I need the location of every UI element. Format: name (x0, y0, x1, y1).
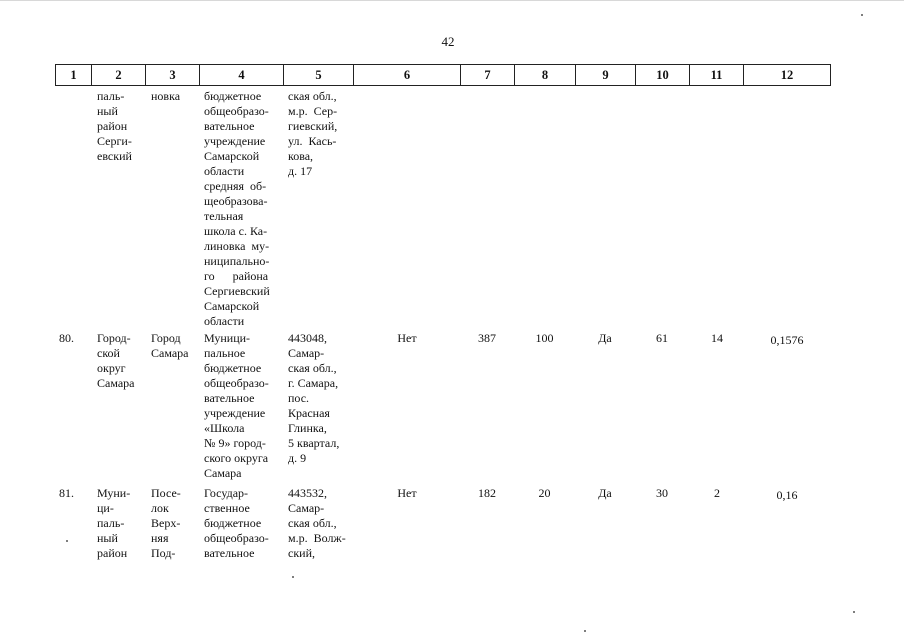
scan-speck (584, 630, 586, 632)
table-header-row (55, 64, 831, 86)
cell-col-7: 387 (478, 331, 496, 345)
cell-settlement: Город Самара (151, 331, 189, 360)
cell-settlement: новка (151, 89, 181, 103)
header-col-4: 4 (200, 65, 284, 85)
header-col-8: 8 (515, 65, 576, 85)
cell-col-8: 20 (538, 486, 551, 500)
cell-col-6: Нет (397, 331, 417, 345)
cell-col-11: 2 (714, 486, 720, 500)
cell-col-9: Да (598, 486, 612, 500)
cell-institution-name: Муници- пальное бюджетное общеобразо- вательное учреждение «Школа № 9» город- ского округа Самара (204, 331, 269, 480)
header-col-9: 9 (576, 65, 636, 85)
scan-speck (66, 540, 68, 542)
scan-speck (861, 14, 863, 16)
header-col-3: 3 (146, 65, 200, 85)
cell-col-8: 100 (535, 331, 554, 345)
cell-address: ская обл., м.р. Сер- гиевский, ул. Кась- кова, д. 17 (288, 89, 338, 178)
cell-institution-name: Государ- ственное бюджетное общеобразо- вательное (204, 486, 269, 560)
header-col-2: 2 (92, 65, 146, 85)
header-col-12: 12 (780, 67, 794, 82)
header-col-10: 10 (636, 65, 690, 85)
cell-municipality: паль- ный район Серги- евский (97, 89, 132, 163)
cell-address: 443532, Самар- ская обл., м.р. Волж- ский, (288, 486, 346, 560)
cell-municipality: Город- ской округ Самара (97, 331, 135, 390)
cell-col-10: 30 (656, 486, 668, 500)
cell-col-12: 0,1576 (770, 333, 804, 347)
cell-settlement: Посе- лок Верх- няя Под- (151, 486, 181, 560)
cell-col-9: Да (598, 331, 612, 345)
scan-speck (292, 576, 294, 578)
scan-speck (853, 611, 855, 613)
cell-col-6: Нет (397, 486, 417, 500)
cell-institution-name: бюджетное общеобразо- вательное учреждение Самарской области средняя об- щеобразова- тельная школа с. Ка- линовка му- ниципально- го района Сергиевский Самарской области (204, 89, 270, 328)
cell-col-7: 182 (478, 486, 496, 500)
header-col-11: 11 (690, 65, 744, 85)
cell-col-12: 0,16 (776, 488, 798, 502)
header-col-5: 5 (284, 65, 354, 85)
cell-row-number: 81. (59, 486, 74, 500)
cell-row-number: 80. (59, 331, 74, 345)
top-edge-line (0, 0, 904, 1)
page-number: 42 (441, 34, 455, 49)
header-col-1: 1 (56, 65, 92, 85)
header-col-7: 7 (461, 65, 515, 85)
header-col-6: 6 (354, 65, 461, 85)
cell-col-10: 61 (656, 331, 668, 345)
cell-address: 443048, Самар- ская обл., г. Самара, пос. Красная Глинка, 5 квартал, д. 9 (288, 331, 340, 465)
cell-municipality: Муни- ци- паль- ный район (97, 486, 131, 560)
cell-col-11: 14 (711, 331, 723, 345)
